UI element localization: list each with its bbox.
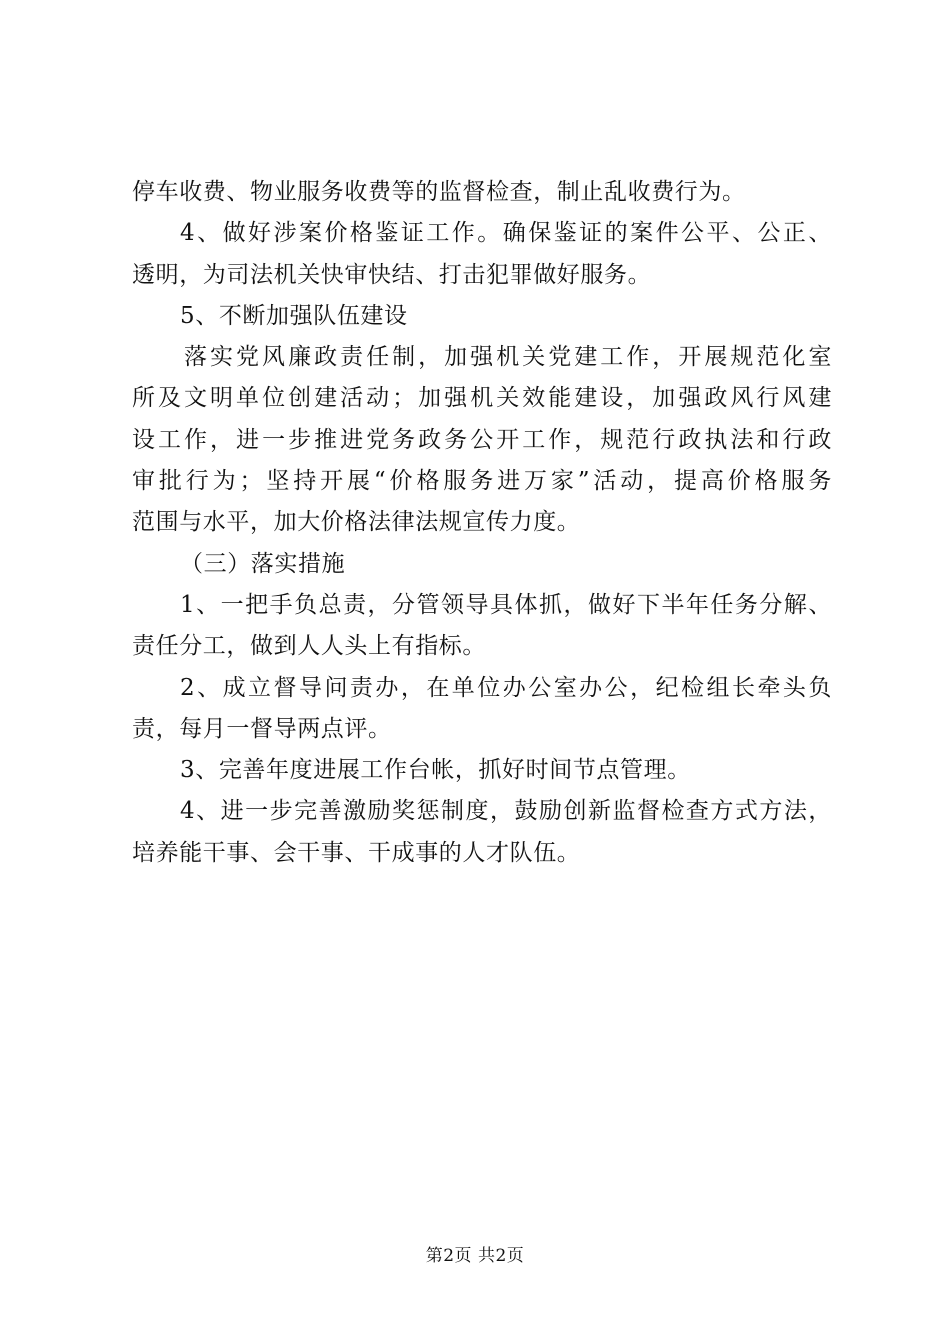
text-line-8: 审批行为；坚持开展“价格服务进万家”活动，提高价格服务 — [132, 468, 832, 495]
text-line-6: 所及文明单位创建活动；加强机关效能建设，加强政风行风建 — [132, 385, 832, 412]
text-line-12: 责任分工，做到人人头上有指标。 — [132, 633, 486, 660]
text-line-1: 停车收费、物业服务收费等的监督检查，制止乱收费行为。 — [132, 179, 746, 205]
text-line-13: 2、成立督导问责办，在单位办公室办公，纪检组长牵头负 — [180, 674, 832, 701]
text-line-9: 范围与水平，加大价格法律法规宣传力度。 — [132, 509, 581, 536]
text-line-11: 1、一把手负总责，分管领导具体抓，做好下半年任务分解、 — [180, 591, 832, 618]
page-number-footer: 第2页 共2页 — [425, 1246, 525, 1266]
text-line-16: 4、进一步完善激励奖惩制度，鼓励创新监督检查方式方法， — [180, 798, 832, 825]
document-body — [132, 172, 832, 874]
text-line-14: 责，每月一督导两点评。 — [132, 715, 392, 742]
text-line-2: 4、做好涉案价格鉴证工作。确保鉴证的案件公平、公正、 — [180, 220, 832, 247]
text-line-7: 设工作，进一步推进党务政务公开工作，规范行政执法和行政 — [132, 426, 832, 453]
text-line-17: 培养能干事、会干事、干成事的人才队伍。 — [132, 839, 581, 866]
text-line-15: 3、完善年度进展工作台帐，抓好时间节点管理。 — [180, 757, 691, 784]
text-line-3: 透明，为司法机关快审快结、打击犯罪做好服务。 — [132, 261, 652, 288]
text-line-5: 落实党风廉政责任制，加强机关党建工作，开展规范化室 — [184, 344, 832, 371]
section-heading-measures: （三）落实措施 — [180, 550, 346, 577]
section-heading-5: 5、不断加强队伍建设 — [180, 302, 408, 329]
